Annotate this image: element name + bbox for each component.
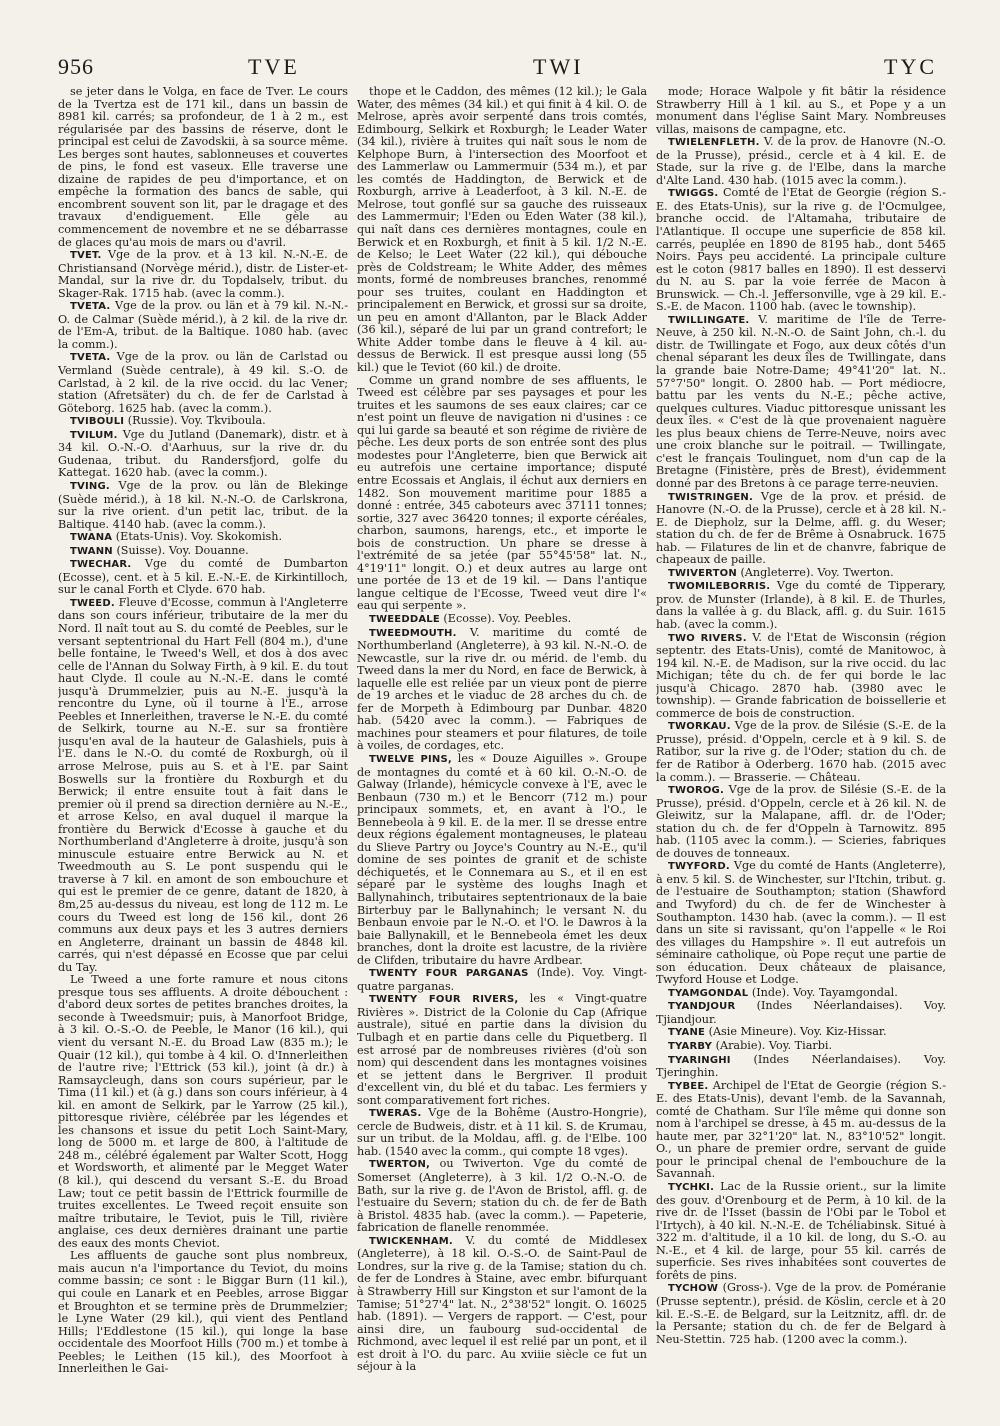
- dictionary-entry: [656, 860, 946, 986]
- entry-headword: TWORKAU.: [668, 721, 731, 733]
- dictionary-entry: [656, 784, 946, 860]
- dictionary-entry: [58, 249, 348, 300]
- page-number: 956: [58, 54, 94, 79]
- entry-headword: TWICKENHAM.: [369, 1235, 453, 1247]
- entry-text: (Etats-Unis). Voy. Skokomish.: [112, 530, 283, 544]
- entry-text: (Gross-). Vge de la prov. de Poméranie (Prusse septentr.), présid. de Köslin, cercle et à 20 kil. E.-S.-E. de Belgard, sur la Leitznitz, affl. dr. de la Persante; station du ch. de fer de Belgard à Neu-Stettin. 725 hab. (1200 avec la comm.).: [656, 1281, 946, 1346]
- dictionary-entry: [656, 1282, 946, 1346]
- entry-headword: TWENTY FOUR RIVERS,: [369, 994, 519, 1006]
- dictionary-entry: [58, 531, 348, 545]
- entry-headword: TYCHKI.: [668, 1182, 715, 1194]
- dictionary-entry: [58, 415, 348, 429]
- entry-text: (Angleterre). Voy. Twerton.: [736, 565, 894, 579]
- entry-headword: TWISTRINGEN.: [668, 491, 753, 503]
- entry-text: Archipel de l'Etat de Georgie (région S.-E. des Etats-Unis), devant l'emb. de la Savannah, comté de Chatham. Sur l'île même qui donne son nom à l'archipel se dresse, à 45 m. au-dessus de la haute mer, par 32°1'20" lat. N., 83°10'52" longit. O., un phare de premier ordre, servant de guide pour le principal chenal de l'embouchure de la Savannah.: [656, 1078, 946, 1181]
- entry-text: Le Tweed a une forte ramure et nous citons presque tous ses affluents. A droite débouchent : d'abord deux sortes de petites branches droites, la seconde à Tweedsmuir; puis, à Manorfoot Bridge, à 3 kil. O.-S.-O. de Peeble, le Manor (16 kil.), qui vient du versant N.-E. du Broad Law (835 m.); le Quair (12 kil.), qui tombe à 4 kil. O. d'Innerleithen de l'autre rive; l'Ettrick (53 kil.), joint (à dr.) à Ramsaycleugh, dans son cours supérieur, par le Tima (11 kil.) et (à g.) dans son cours inférieur, à 4 kil. en amont de Selkirk, par le Yarrow (25 kil.), pittoresque rivière, célébrée par les légendes et les chansons et issue du petit Loch Saint-Mary, long de 5000 m. et large de 800, à l'altitude de 248 m., célébré également par Walter Scott, Hogg et Wordsworth, et alimenté par le Megget Water (8 kil.), qui descend du versant S.-E. du Broad Law; tout ce petit bassin de l'Ettrick fourmille de truites excellentes. Le Tweed reçoit ensuite son maître tributaire, le Teviot, puis le Till, rivière anglaise, ces deux dernières drainant une partie des eaux des monts Cheviot.: [58, 973, 348, 1250]
- entry-headword: TWILLINGATE.: [668, 314, 750, 326]
- entry-headword: TVIBOULI: [70, 416, 125, 428]
- entry-text: se jeter dans le Volga, en face de Tver. Le cours de la Tvertza est de 171 kil., dans un bassin de 8981 kil. carrés; sa profondeur, de 1 à 2 m., est régularisée par des bassins de réserve, dont le principal est celui de Zavodskii, à sa source même. Les berges sont hautes, sablonneuses et couvertes de pins, le fond est vaseux. Elle traverse une dizaine de rapides de peu d'importance, et on empêche la formation des bancs de sable, qui encombrent souvent son lit, par le dragage et des travaux d'endiguement. Elle gèle au commencement de novembre et ne se débarrasse de glaces qu'au mois de mars ou d'avril.: [58, 86, 348, 249]
- entry-headword: TWYFORD.: [668, 861, 730, 873]
- dictionary-entry: [656, 580, 946, 631]
- dictionary-entry: [656, 491, 946, 567]
- dictionary-entry: [357, 375, 647, 613]
- entry-text: Vge de la prov. ou län et à 79 kil. N.-N.-O. de Calmar (Suède mérid.), à 2 kil. de la rive dr. de l'Em-A, tribut. de la Baltique. 1080 hab. (avec la comm.).: [58, 299, 348, 351]
- column-right: [656, 86, 946, 1396]
- dictionary-entry: [656, 632, 946, 721]
- entry-headword: TWELVE PINS,: [369, 753, 452, 765]
- entry-text: (Asie Mineure). Voy. Kiz-Hissar.: [705, 1025, 887, 1039]
- entry-headword: TVILUM.: [70, 429, 118, 441]
- entry-text: Vge de la prov. ou län de Carlstad ou Vermland (Suède centrale), à 49 kil. S.-O. de Carlstad, à 2 kil. de la rive occid. du lac Vener; station (Afretsäter) du ch. de fer de Carlstad à Göteborg. 1625 hab. (avec la comm.).: [58, 350, 348, 415]
- entry-headword: TWANA: [70, 532, 113, 544]
- entry-text: Fleuve d'Ecosse, commun à l'Angleterre dans son cours inférieur, tributaire de la mer du Nord. Il naît tout au S. du comté de Peebles, sur le versant septentrional du Hart Fell (804 m.), d'une belle fontaine, le Tweed's Well, et dos à dos avec celle de l'Annan du Solway Firth, à 9 kil. E. du tout haut Clyde. Il coule au N.-N.-E. dans le comté jusqu'à Drummelzier, puis au N.-E. jusqu'à la rencontre du Lyne, où il tourne à l'E., arrose Peebles et Innerleithen, traverse le N.-E. du comté de Selkirk, tourne au N.-E. sur sa frontière jusqu'en aval de la hauteur de Galashiels, puis à l'E. dans le N.-O. du comté de Roxburgh, où il arrose Melrose, puis au S. et à l'E. par Saint Boswells sur la frontière du Roxburgh et du Berwick; il entre ensuite tout à fait dans le premier où il prend sa direction dernière au N.-E., et arrose Kelso, en aval duquel il marque la frontière du Berwick d'Ecosse à gauche et du Northumberland d'Angleterre à droite, jusqu'à son minuscule estuaire entre Berwick au N. et Tweedmouth au S. Le pont suspendu qui le traverse à 7 kil. en amont de son embouchure et qui est le premier de ce genre, datant de 1820, à 8m,25 au-dessus du niveau, est long de 112 m. Le cours du Tweed est long de 156 kil., dont 26 communs aux deux pays et les 3 autres derniers en Angleterre, drainant un bassin de 4848 kil. carrés, qui n'est dépassé en Ecosse que par celui du Tay.: [58, 595, 348, 974]
- entry-text: Comme un grand nombre de ses affluents, le Tweed est célèbre par ses paysages et pour les truites et les saumons de ses eaux claires; car ce n'est point un fleuve de navigation ni d'usines : ce qui lui garde sa beauté et son régime de rivière de pêche. Les deux ports de son entrée sont des plus modestes pour l'Angleterre, bien que Berwick ait eu autrefois une certaine importance; disputé entre Ecossais et Anglais, il échut aux derniers en 1482. Son mouvement maritime pour 1885 a donné : entrée, 345 caboteurs avec 37111 tonnes; sortie, 327 avec 36420 tonnes; il exporte céréales, charbon, saumons, harengs, etc., et importe le bois de construction. Un phare se dresse à l'extrémité de sa jetée (par 55°45'58" lat. N., 4°19'11" longit. O.) et deux autres au large ont une portée de 13 et de 19 kil. — Dans l'antique langue celtique de l'Ecosse, Tweed veut dire l'« eau qui serpente ».: [357, 373, 647, 613]
- entry-text: Vge du Jutland (Danemark), distr. et à 34 kil. O.-N.-O. d'Aarhuus, sur la rive dr. du Gudenaa, tribut. du Randersfjord, golfe du Kattegat. 1620 hab. (avec la comm.).: [58, 427, 348, 480]
- entry-text: les « Vingt-quatre Rivières ». District de la Colonie du Cap (Afrique australe), situé en partie dans la division du Tulbagh et en partie dans celle du Piquetberg. Il est arrosé par de nombreuses rivières (d'où son nom) qui descendent dans les montagnes voisines et se jettent dans le Bergriver. Il produit d'excellent vin, du blé et du tabac. Les fermiers y sont comparativement fort riches.: [357, 992, 647, 1107]
- dictionary-entry: [357, 86, 647, 375]
- entry-headword: TWERTON,: [369, 1159, 431, 1171]
- dictionary-entry: [357, 967, 647, 993]
- entry-headword: TYBEE.: [668, 1080, 709, 1092]
- running-head-left: TVE: [248, 54, 300, 79]
- dictionary-entry: [656, 86, 946, 136]
- entry-headword: TWERAS.: [369, 1108, 422, 1120]
- dictionary-entry: [58, 86, 348, 249]
- entry-text: V. maritime de l'île de Terre-Neuve, à 250 kil. N.-N.-O. de Saint John, ch.-l. du distr. de Twillingate et Fogo, aux deux côtés d'un chenal séparant les deux îles de Twillingate, dans la grande baie Notre-Dame; 49°41'20" lat. N.. 57°7'50" longit. O. 2800 hab. — Port médiocre, battu par les vents du N.-E.; pêche active, quelques cultures. Viaduc pittoresque unissant les deux îles. « C'est de là que provenaient naguère les plus beaux chiens de Terre-Neuve, noirs avec une croix blanche sur le poitrail. — Twillingate, c'est le français Toulinguet, nom d'un cap de la Bretagne (Finistère, près de Brest), évidemment donné par des Bretons à ce parage terre-neuvien.: [656, 312, 946, 490]
- dictionary-entry: [656, 1026, 946, 1040]
- dictionary-entry: [656, 136, 946, 187]
- dictionary-entry: [357, 1235, 647, 1374]
- dictionary-entry: [656, 1054, 946, 1080]
- dictionary-entry: [58, 1250, 348, 1375]
- column-left: [58, 86, 348, 1396]
- running-head-right: TYC: [884, 54, 937, 79]
- dictionary-entry: [58, 480, 348, 531]
- entry-headword: TWOROG.: [668, 785, 724, 797]
- entry-headword: TVET.: [70, 250, 102, 262]
- entry-headword: TWEED.: [70, 597, 115, 609]
- entry-text: Vge de la prov. ou län de Blekinge (Suède mérid.), à 18 kil. N.-N.-O. de Carlskrona, sur la rive orient. d'un petit lac, tribut. de la Baltique. 4140 hab. (avec la comm.).: [58, 478, 348, 531]
- dictionary-entry: [656, 720, 946, 784]
- entry-text: (Arabie). Voy. Tiarbi.: [712, 1039, 833, 1053]
- entry-headword: TYAMGONDAL: [668, 987, 749, 999]
- entry-text: Vge du comté de Hants (Angleterre), à env. 5 kil. S. de Winchester, sur l'Itchin, tribut. g. de l'estuaire de Southampton; station (Shawford and Twyford) du ch. de fer de Winchester à Southampton. 1430 hab. (avec la comm.). — Il est dans un site si ravissant, qu'on l'appelle « le Roi des villages du Hampshire ». Il eut autrefois un séminaire catholique, où Pope reçut une partie de son éducation. Deux châteaux de plaisance, Twyford House et Lodge.: [656, 859, 946, 987]
- entry-headword: TWENTY FOUR PARGANAS: [369, 968, 529, 980]
- entry-headword: TWIVERTON: [668, 567, 737, 579]
- dictionary-entry: [357, 1107, 647, 1158]
- entry-text: Vge de la prov. et présid. de Hanovre (N.-O. de la Prusse), cercle et à 28 kil. N.-E. de Diepholz, sur la Delme, affl. g. du Weser; station du ch. de fer de Brême à Osnabruck. 1675 hab. — Filatures de lin et de chanvre, fabrique de chapeaux de paille.: [656, 489, 946, 567]
- dictionary-entry: [656, 187, 946, 313]
- entry-headword: TYARBY: [668, 1041, 713, 1053]
- entry-text: V. maritime du comté de Northumberland (Angleterre), à 93 kil. N.-N.-O. de Newcastle, sur la rive dr. ou mérid. de l'emb. du Tweed dans la mer du Nord, en face de Berwick, à laquelle elle est reliée par un vieux pont de pierre de 19 arches et le viaduc de 28 arches du ch. de fer de Morpeth à Edimbourg par Dunbar. 4820 hab. (5420 avec la comm.). — Fabriques de machines pour steamers et pour filatures, de toile à voiles, de cordages, etc.: [357, 625, 647, 753]
- entry-text: Vge du comté de Dumbarton (Ecosse), cent. et à 5 kil. E.-N.-E. de Kirkintilloch, sur le canal Forth et Clyde. 670 hab.: [58, 557, 348, 597]
- dictionary-entry: [58, 351, 348, 415]
- running-head-center: TWI: [533, 54, 584, 79]
- entry-headword: TYANE: [668, 1027, 706, 1039]
- entry-text: ou Twiverton. Vge du comté de Somerset (Angleterre), à 3 kil. 1/2 O.-N.-O. de Bath, sur la rive g. de l'Avon de Bristol, affl. g. de l'estuaire du Severn; station du ch. de fer de Bath à Bristol. 4835 hab. (avec la comm.). — Papeterie, fabrication de flanelle renommée.: [357, 1157, 647, 1235]
- entry-text: V. de la prov. de Hanovre (N.-O. de la Prusse), présid., cercle et à 4 kil. E. de Stade, sur la rive g. de l'Elbe, dans la marche d'Alte Land. 430 hab. (1015 avec la comm.).: [656, 135, 946, 187]
- entry-headword: TWIELENFLETH.: [668, 137, 760, 149]
- dictionary-entry: [58, 429, 348, 480]
- dictionary-entry: [656, 1080, 946, 1181]
- entry-headword: TYANDJOUR: [668, 1001, 736, 1013]
- entry-headword: TWO RIVERS.: [668, 632, 747, 644]
- entry-headword: TWANN: [70, 545, 113, 557]
- entry-text: V. du comté de Middlesex (Angleterre), à 18 kil. O.-S.-O. de Saint-Paul de Londres, sur la rive g. de la Tamise; station du ch. de fer de Londres à Staine, avec embr. bifurquant à Strawberry Hill sur Kingston et sur l'amont de la Tamise; 51°27'4" lat. N., 2°38'52" longit. O. 16025 hab. (1891). — Vergers de rapport. — C'est, pour ainsi dire, un faubourg sud-occidental de Richmond, avec lequel il est relié par un pont, et il est droit à l'O. du parc. Au xviiie siècle ce fut un séjour à la: [357, 1233, 647, 1374]
- entry-headword: TYARINGHI: [668, 1054, 731, 1066]
- dictionary-entry: [58, 558, 348, 597]
- entry-text: (Inde). Voy. Tayamgondal.: [748, 985, 898, 999]
- entry-headword: TWEEDMOUTH.: [369, 627, 457, 639]
- entry-text: mode; Horace Walpole y fit bâtir la résidence Strawberry Hill à 1 kil. au S., et Pope y a un monument dans l'église Saint Mary. Nombreuses villas, maisons de campagne, etc.: [656, 86, 946, 136]
- dictionary-entry: [656, 1000, 946, 1026]
- dictionary-entry: [357, 627, 647, 753]
- dictionary-entry: [357, 613, 647, 627]
- entry-text: (Inde). Voy. Vingt-quatre parganas.: [357, 966, 647, 993]
- entry-text: Vge du comté de Tipperary, prov. de Munster (Irlande), à 8 kil. E. de Thurles, dans la vallée à g. du Black, affl. g. du Suir. 1615 hab. (avec la comm.).: [656, 579, 946, 631]
- entry-headword: TWEEDDALE: [369, 613, 440, 625]
- dictionary-entry: [58, 545, 348, 559]
- text-columns: [58, 86, 946, 1396]
- dictionary-entry: [357, 993, 647, 1107]
- entry-text: Les affluents de gauche sont plus nombreux, mais aucun n'a l'importance du Teviot, du moins comme bassin; ce sont : le Biggar Burn (11 kil.), qui coule en Lanark et en Peebles, arrose Biggar et Broughton et se termine près de Drummelzier; le Lyne Water (29 kil.), qui vient des Pentland Hills; l'Eddlestone (15 kil.), qui longe la base occidentale des Moorfoot Hills (700 m.) et tombe à Peebles; le Leithen (15 kil.), des Moorfoot à Innerleithen le Gai-: [58, 1249, 348, 1376]
- dictionary-entry: [656, 314, 946, 491]
- entry-headword: TYCHOW: [668, 1283, 719, 1295]
- entry-headword: TVING.: [70, 480, 110, 492]
- entry-text: Vge de la Bohême (Austro-Hongrie), cercle de Budweis, distr. et à 11 kil. S. de Krumau, sur un tribut. de la Moldau, affl. g. de l'Elbe. 100 hab. (1540 avec la comm., qui compte 18 vges).: [357, 1106, 647, 1158]
- entry-headword: TVETA.: [70, 352, 111, 364]
- entry-headword: TWOMILEBORRIS.: [668, 581, 771, 593]
- dictionary-entry: [357, 753, 647, 967]
- entry-text: Comté de l'Etat de Georgie (région S.-E. des Etats-Unis), sur la rive g. de l'Ocmulgee, branche occid. de l'Altamaha, tributaire de l'Atlantique. Il occupe une superficie de 858 kil. carrés, peuplée en 1890 de 8195 hab., dont 5465 Noirs. Pays peu accidenté. La principale culture est le coton (9817 balles en 1890). Il est desservi du N. au S. par la voie ferrée de Macon à Brunswick. — Ch.-l. Jeffersonville, vge à 29 kil. E.-S.-E. de Macon. 1100 hab. (avec le township).: [656, 186, 946, 314]
- dictionary-entry: [58, 300, 348, 351]
- page-header: [58, 50, 945, 84]
- entry-text: les « Douze Aiguilles ». Groupe de montagnes du comté et à 60 kil. O.-N.-O. de Galway (Irlande), hémicycle convexe à l'E, avec le Benbaun (730 m.) et le Bencorr (712 m.) pour principaux sommets, et, en avant à l'O., le Bennebeola à 9 kil. E. de la mer. Il se dresse entre deux régions également montagneuses, le plateau du Slieve Partry ou Joyce's Country au N.-E., qu'il domine de ses pointes de granit et de schiste déchiquetés, et le Connemara au S., et il en est séparé par le système des loughs Inagh et Ballynahinch, tributaires septentrionaux de la baie Birterbuy par le Ballynahinch; le versant N. du Benbaun envoie par le N.-O. et l'O. le Dawros à la baie Ballynakill, et le Bennebeola émet les deux branches, dont la droite est lacustre, de la rivière de Clifden, tributaire du havre Ardbear.: [357, 751, 647, 967]
- entry-text: (Indes Néerlandaises). Voy. Tjiandjour.: [656, 999, 946, 1026]
- entry-headword: TWECHAR.: [70, 559, 132, 571]
- dictionary-entry: [357, 1158, 647, 1234]
- entry-text: thope et le Caddon, des mêmes (12 kil.); le Gala Water, des mêmes (34 kil.) et qui finit à 4 kil. O. de Melrose, après avoir serpenté dans trois comtés, Edimbourg, Selkirk et Roxburgh; le Leader Water (34 kil.), rivière à truites qui naît sous le nom de Kelphope Burn, à l'intersection des Moorfoot et des Lammerlaw ou Lammermuir (534 m.), et par les comtés de Haddington, de Berwick et de Roxburgh, arrive à Leaderfoot, à 3 kil. N.-E. de Melrose, tout gonflé sur sa gauche des ruisseaux des Lammermuir; l'Eden ou Eden Water (38 kil.), qui naît dans ces dernières montagnes, coule en Berwick et en Roxburgh, et finit à 5 kil. 1/2 N.-E. de Kelso; le Leet Water (22 kil.), qui débouche près de Coldstream; le White Adder, des mêmes monts, formé de nombreuses branches, renommé pour ses truites, coulant en Haddington et principalement en Berwick, et grossi sur sa droite, un peu en amont d'Allanton, par le Black Adder (36 kil.), séparé de lui par un grand contrefort; le White Adder tombe dans le fleuve à 4 kil. au-dessus de Berwick. Il est presque aussi long (55 kil.) que le Teviot (60 kil.) de droite.: [357, 86, 647, 375]
- dictionary-entry: [656, 1181, 946, 1282]
- dictionary-entry: [58, 597, 348, 974]
- entry-text: Vge de la prov. et à 13 kil. N.-N.-E. de Christiansand (Norvège mérid.), distr. de Lister-et-Mandal, sur la rive dr. du Topdalselv, tribut. du Skager-Rak. 1715 hab. (avec la comm.).: [58, 248, 348, 300]
- entry-text: (Russie). Voy. Tkviboula.: [124, 414, 266, 428]
- entry-text: (Suisse). Voy. Douanne.: [112, 543, 249, 557]
- column-middle: [357, 86, 647, 1396]
- entry-text: Vge de la prov. de Silésie (S.-E. de la Prusse), présid. d'Oppeln, cercle et à 26 kil. N. de Gleiwitz, sur la Malapane, affl. dr. de l'Oder; station du ch. de fer d'Oppeln à Tarnowitz. 895 hab. (1105 avec la comm.). — Scieries, fabriques de douves de tonneaux.: [656, 783, 946, 860]
- dictionary-entry: [58, 974, 348, 1250]
- entry-text: Lac de la Russie orient., sur la limite des gouv. d'Orenbourg et de Perm, à 10 kil. de la rive dr. de l'Isset (bassin de l'Obi par le Tobol et l'Irtych), à 40 kil. N.-N.-E. de Tchéliabinsk. Situé à 322 m. d'altitude, il a 10 kil. de long, du S.-O. au N.-E., et 4 kil. de large, pour 55 kil. carrés de superficie. Ses rives inhabitées sont couvertes de forêts de pins.: [656, 1180, 946, 1282]
- entry-text: V. de l'Etat de Wisconsin (région septentr. des Etats-Unis), comté de Manitowoc, à 194 kil. N.-E. de Madison, sur la rive occid. du lac Michigan; tête du ch. de fer qui borde le lac jusqu'à Chicago. 2870 hab. (3980 avec le township). — Grande fabrication de boissellerie et commerce de bois de construction.: [656, 630, 946, 720]
- dictionary-entry: [656, 567, 946, 581]
- entry-text: (Indes Néerlandaises). Voy. Tjeringhin.: [656, 1052, 946, 1080]
- dictionary-entry: [656, 987, 946, 1001]
- entry-text: (Ecosse). Voy. Peebles.: [439, 611, 572, 625]
- entry-text: Vge de la prov. de Silésie (S.-E. de la Prusse), présid. d'Oppeln, cercle et à 9 kil. S. de Ratibor, sur la rive g. de l'Oder; station du ch. de fer de Ratibor à Oderberg. 1670 hab. (2015 avec la comm.). — Brasserie. — Château.: [656, 719, 946, 784]
- dictionary-entry: [656, 1040, 946, 1054]
- entry-headword: TWIGGS.: [668, 188, 719, 200]
- entry-headword: TVETA.: [70, 301, 111, 313]
